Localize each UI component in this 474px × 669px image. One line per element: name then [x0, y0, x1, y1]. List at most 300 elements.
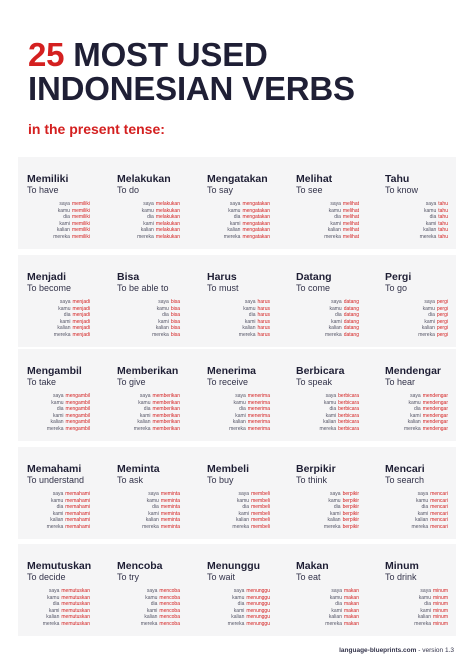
conjugation-row — [200, 491, 270, 498]
conjugation-row — [110, 319, 180, 326]
pronoun: saya — [244, 299, 256, 305]
conjugation-row — [378, 588, 448, 595]
verb-form: memahami — [65, 523, 90, 530]
conjugation-row — [378, 208, 448, 215]
pronoun: kamu — [228, 207, 241, 214]
conjugation-row — [289, 498, 359, 505]
pronoun: dia — [143, 406, 151, 413]
verb-form: berpikir — [342, 510, 359, 517]
verb-name: Pergi — [385, 271, 412, 283]
pronoun: mereka — [229, 425, 246, 432]
conjugation-row — [378, 595, 448, 602]
conjugation-row — [20, 419, 90, 426]
pronoun: kalian — [328, 614, 342, 621]
conjugation-row — [110, 299, 180, 306]
pronoun: dia — [233, 214, 241, 221]
verb-row-2 — [18, 255, 456, 347]
verb-form: tahu — [438, 233, 448, 240]
pronoun: mereka — [324, 233, 341, 240]
pronoun: kami — [331, 318, 342, 325]
verb-name: Mengatakan — [207, 173, 268, 185]
conjugation-list — [378, 201, 448, 241]
verb-form: berbicara — [338, 406, 359, 413]
conjugation-row — [200, 406, 270, 413]
verb-form: harus — [257, 299, 270, 305]
verb-name: Minum — [385, 560, 419, 572]
conjugation-row — [200, 511, 270, 518]
pronoun: kalian — [423, 227, 437, 234]
verb-form: mengatakan — [242, 220, 270, 227]
verb-name: Memutuskan — [27, 560, 92, 572]
verb-name: Mengambil — [27, 365, 82, 377]
pronoun: kalian — [137, 419, 151, 426]
verb-form: mencoba — [159, 588, 180, 594]
conjugation-row — [378, 227, 448, 234]
pronoun: kami — [233, 607, 245, 614]
conjugation-row — [20, 511, 90, 518]
pronoun: kamu — [145, 594, 158, 601]
conjugation-list — [110, 491, 180, 531]
conjugation-row — [20, 325, 90, 332]
verb-meaning: To drink — [385, 572, 417, 582]
conjugation-list — [378, 393, 448, 433]
verb-form: bisa — [170, 312, 180, 319]
conjugation-row — [20, 588, 90, 595]
verb-form: memiliki — [71, 227, 90, 234]
verb-name: Menjadi — [27, 271, 67, 283]
conjugation-row — [200, 419, 270, 426]
conjugation-row — [378, 393, 448, 400]
verb-form: memutuskan — [61, 594, 90, 601]
verb-form: memiliki — [71, 214, 90, 221]
pronoun: kalian — [421, 325, 435, 332]
pronoun: mereka — [46, 523, 64, 530]
verb-name: Datang — [296, 271, 332, 283]
pronoun: kami — [146, 607, 158, 614]
verb-form: membeli — [251, 510, 270, 517]
pronoun: mereka — [53, 233, 70, 240]
verb-form: memutuskan — [61, 614, 90, 621]
verb-form: bisa — [170, 305, 180, 312]
pronoun: dia — [237, 601, 245, 608]
pronoun: mereka — [319, 425, 337, 432]
pronoun: dia — [334, 214, 341, 221]
verb-form: mengatakan — [242, 227, 270, 234]
pronoun: dia — [150, 601, 158, 608]
pronoun: dia — [333, 504, 341, 511]
conjugation-row — [378, 517, 448, 524]
pronoun: mereka — [418, 331, 435, 338]
verb-meaning: To try — [117, 572, 140, 582]
verb-meaning: To wait — [207, 572, 236, 582]
pronoun: mereka — [42, 620, 60, 627]
pronoun: mereka — [325, 331, 342, 338]
verb-form: bisa — [170, 299, 180, 305]
conjugation-row — [110, 588, 180, 595]
verb-form: makan — [343, 607, 359, 614]
pronoun: mereka — [238, 331, 256, 338]
conjugation-row — [200, 601, 270, 608]
conjugation-row — [20, 517, 90, 524]
conjugation-row — [289, 234, 359, 241]
conjugation-row — [110, 221, 180, 228]
verb-form: menjadi — [72, 318, 90, 325]
conjugation-row — [110, 491, 180, 498]
verb-meaning: To search — [385, 475, 425, 485]
verb-meaning: To think — [296, 475, 328, 485]
conjugation-row — [20, 504, 90, 511]
verb-form: memutuskan — [61, 588, 90, 594]
verb-form: memberikan — [152, 419, 180, 426]
conjugation-row — [20, 621, 90, 628]
verb-form: mengambil — [65, 393, 90, 399]
conjugation-row — [378, 406, 448, 413]
verb-meaning: To understand — [27, 475, 85, 485]
conjugation-row — [378, 524, 448, 531]
conjugation-row — [200, 201, 270, 208]
verb-row-3 — [18, 349, 456, 441]
pronoun: saya — [52, 393, 64, 399]
verb-card — [198, 447, 284, 539]
pronoun: mereka — [46, 425, 64, 432]
conjugation-list — [20, 299, 90, 339]
conjugation-row — [20, 608, 90, 615]
verb-form: memutuskan — [61, 601, 90, 608]
conjugation-row — [110, 621, 180, 628]
verb-name: Melihat — [296, 173, 333, 185]
pronoun: dia — [63, 312, 71, 319]
verb-row-4 — [18, 447, 456, 539]
verb-form: mencoba — [159, 601, 180, 608]
verb-form: menerima — [247, 399, 270, 406]
verb-form: mengambil — [65, 419, 90, 426]
verb-form: mendengar — [422, 419, 448, 426]
pronoun: kamu — [51, 399, 64, 406]
verb-meaning: To eat — [296, 572, 321, 582]
pronoun: saya — [52, 491, 64, 497]
pronoun: kami — [424, 318, 435, 325]
verb-name: Meminta — [117, 463, 160, 475]
conjugation-row — [20, 332, 90, 339]
page-title-line2: INDONESIAN VERBS — [28, 70, 355, 107]
verb-form: mencoba — [159, 607, 180, 614]
title-text: MOST USED — [73, 36, 268, 73]
verb-form: memberikan — [152, 412, 180, 419]
verb-form: membeli — [251, 491, 270, 497]
pronoun: dia — [147, 214, 154, 221]
conjugation-row — [289, 614, 359, 621]
pronoun: mereka — [140, 620, 158, 627]
conjugation-row — [200, 588, 270, 595]
verb-form: harus — [257, 305, 270, 312]
verb-form: melakukan — [155, 220, 180, 227]
pronoun: kamu — [51, 497, 64, 504]
verb-form: meminta — [160, 491, 180, 497]
pronoun: saya — [325, 393, 337, 399]
pronoun: kalian — [155, 325, 169, 332]
pronoun: dia — [429, 214, 437, 221]
conjugation-row — [20, 491, 90, 498]
conjugation-row — [110, 608, 180, 615]
conjugation-list — [378, 491, 448, 531]
pronoun: mereka — [323, 523, 341, 530]
verb-form: memberikan — [152, 425, 180, 432]
conjugation-row — [20, 406, 90, 413]
pronoun: kami — [425, 220, 437, 227]
pronoun: kalian — [50, 419, 64, 426]
verb-form: makan — [343, 601, 359, 608]
conjugation-row — [289, 325, 359, 332]
verb-form: memutuskan — [61, 607, 90, 614]
verb-name: Memiliki — [27, 173, 69, 185]
conjugation-row — [200, 227, 270, 234]
verb-form: menerima — [247, 412, 270, 419]
pronoun: kalian — [57, 325, 71, 332]
conjugation-list — [110, 201, 180, 241]
conjugation-row — [289, 406, 359, 413]
pronoun: saya — [410, 393, 421, 399]
conjugation-row — [20, 400, 90, 407]
conjugation-list — [200, 588, 270, 628]
conjugation-row — [110, 201, 180, 208]
conjugation-list — [378, 299, 448, 339]
conjugation-row — [20, 214, 90, 221]
conjugation-row — [200, 393, 270, 400]
verb-form: melakukan — [155, 207, 180, 214]
pronoun: dia — [248, 312, 256, 319]
conjugation-row — [20, 426, 90, 433]
conjugation-row — [289, 517, 359, 524]
verb-form: harus — [257, 331, 270, 338]
pronoun: dia — [52, 601, 60, 608]
verb-meaning: To receive — [207, 377, 249, 387]
verb-form: berbicara — [338, 393, 359, 399]
verb-form: mencari — [430, 523, 448, 530]
pronoun: kamu — [236, 497, 250, 504]
verb-form: menerima — [247, 425, 270, 432]
verb-form: meminta — [160, 497, 180, 504]
pronoun: kami — [148, 510, 159, 517]
verb-form: berpikir — [342, 523, 359, 530]
verb-form: menunggu — [246, 614, 270, 621]
conjugation-row — [110, 517, 180, 524]
verb-form: berpikir — [342, 497, 359, 504]
conjugation-row — [289, 588, 359, 595]
conjugation-row — [289, 419, 359, 426]
page-subtitle: in the present tense: — [28, 121, 165, 137]
pronoun: kalian — [140, 227, 154, 234]
verb-form: berbicara — [338, 412, 359, 419]
verb-name: Bisa — [117, 271, 140, 283]
footer — [339, 647, 454, 654]
verb-form: memiliki — [71, 220, 90, 227]
verb-form: berpikir — [342, 517, 359, 524]
conjugation-row — [110, 524, 180, 531]
conjugation-row — [200, 400, 270, 407]
verb-form: menjadi — [72, 305, 90, 312]
conjugation-row — [289, 608, 359, 615]
pronoun: kalian — [323, 419, 337, 426]
conjugation-row — [378, 201, 448, 208]
conjugation-row — [110, 426, 180, 433]
verb-form: meminta — [160, 504, 180, 511]
verb-form: mendengar — [422, 425, 448, 432]
verb-form: melakukan — [155, 227, 180, 234]
pronoun: saya — [229, 201, 241, 207]
conjugation-row — [20, 221, 90, 228]
pronoun: mereka — [223, 233, 241, 240]
verb-form: memiliki — [71, 201, 90, 207]
verb-card — [376, 157, 462, 249]
verb-name: Harus — [207, 271, 237, 283]
pronoun: kamu — [415, 497, 429, 504]
pronoun: kamu — [328, 207, 341, 214]
pronoun: kalian — [46, 614, 60, 621]
conjugation-row — [378, 511, 448, 518]
pronoun: saya — [139, 393, 151, 399]
conjugation-row — [378, 400, 448, 407]
verb-name: Makan — [296, 560, 329, 572]
pronoun: kamu — [58, 305, 71, 312]
conjugation-list — [110, 588, 180, 628]
pronoun: kamu — [156, 305, 169, 312]
pronoun: kami — [59, 220, 70, 227]
conjugation-list — [289, 393, 359, 433]
verb-form: datang — [343, 312, 359, 319]
verb-form: mengambil — [65, 412, 90, 419]
verb-card — [18, 255, 104, 347]
verb-card — [287, 157, 373, 249]
verb-form: bisa — [170, 331, 180, 338]
pronoun: kamu — [47, 594, 60, 601]
pronoun: saya — [330, 491, 341, 497]
verb-form: memiliki — [71, 207, 90, 214]
pronoun: kami — [330, 510, 341, 517]
pronoun: kalian — [231, 614, 245, 621]
pronoun: kami — [238, 510, 250, 517]
verb-card — [108, 349, 194, 441]
conjugation-row — [378, 608, 448, 615]
conjugation-row — [378, 332, 448, 339]
pronoun: kamu — [141, 207, 154, 214]
conjugation-list — [200, 201, 270, 241]
conjugation-row — [378, 325, 448, 332]
conjugation-row — [20, 601, 90, 608]
conjugation-row — [200, 332, 270, 339]
verb-form: pergi — [436, 299, 448, 305]
verb-card — [198, 349, 284, 441]
verb-form: melakukan — [155, 214, 180, 221]
verb-form: pergi — [436, 305, 448, 312]
pronoun: saya — [48, 588, 60, 594]
verb-form: melihat — [342, 220, 359, 227]
pronoun: kalian — [144, 614, 158, 621]
pronoun: mereka — [142, 523, 159, 530]
conjugation-row — [200, 319, 270, 326]
verb-form: membeli — [251, 504, 270, 511]
pronoun: kamu — [57, 207, 70, 214]
verb-form: mengatakan — [242, 233, 270, 240]
conjugation-row — [289, 332, 359, 339]
verb-form: menunggu — [246, 588, 270, 594]
pronoun: saya — [233, 588, 245, 594]
page-title — [28, 38, 268, 71]
pronoun: kalian — [227, 227, 241, 234]
conjugation-row — [378, 306, 448, 313]
verb-form: melakukan — [155, 201, 180, 207]
pronoun: saya — [331, 299, 342, 305]
pronoun: kami — [139, 412, 151, 419]
conjugation-row — [289, 393, 359, 400]
pronoun: dia — [239, 406, 246, 413]
pronoun: kalian — [415, 517, 429, 524]
pronoun: mereka — [232, 523, 250, 530]
pronoun: kalian — [407, 419, 421, 426]
verb-card — [18, 544, 104, 636]
verb-form: mencari — [430, 504, 448, 511]
pronoun: dia — [414, 406, 421, 413]
conjugation-row — [110, 511, 180, 518]
pronoun: kalian — [327, 517, 341, 524]
verb-row-5 — [18, 544, 456, 636]
verb-form: menjadi — [72, 299, 90, 305]
verb-card — [18, 349, 104, 441]
conjugation-row — [289, 306, 359, 313]
conjugation-row — [289, 504, 359, 511]
conjugation-row — [200, 208, 270, 215]
verb-card — [108, 544, 194, 636]
conjugation-row — [200, 524, 270, 531]
conjugation-row — [200, 221, 270, 228]
conjugation-row — [110, 325, 180, 332]
conjugation-list — [20, 491, 90, 531]
pronoun: mereka — [133, 425, 151, 432]
verb-form: menunggu — [246, 594, 270, 601]
conjugation-row — [289, 621, 359, 628]
verb-form: memahami — [65, 497, 90, 504]
pronoun: kami — [325, 412, 337, 419]
pronoun: kamu — [418, 594, 431, 601]
conjugation-row — [289, 214, 359, 221]
pronoun: kalian — [56, 227, 70, 234]
pronoun: kalian — [145, 517, 159, 524]
conjugation-row — [20, 413, 90, 420]
verb-form: menunggu — [246, 607, 270, 614]
verb-form: tahu — [438, 220, 448, 227]
verb-form: meminta — [160, 510, 180, 517]
verb-form: berbicara — [338, 399, 359, 406]
conjugation-list — [289, 491, 359, 531]
verb-meaning: To speak — [296, 377, 333, 387]
conjugation-row — [289, 312, 359, 319]
verb-card — [18, 157, 104, 249]
conjugation-row — [110, 234, 180, 241]
conjugation-row — [200, 614, 270, 621]
verb-name: Membeli — [207, 463, 250, 475]
conjugation-row — [200, 214, 270, 221]
verb-form: pergi — [436, 318, 448, 325]
conjugation-row — [378, 504, 448, 511]
verb-meaning: To become — [27, 283, 72, 293]
pronoun: dia — [424, 601, 431, 608]
conjugation-row — [110, 393, 180, 400]
verb-form: minum — [432, 588, 448, 594]
verb-form: bisa — [170, 325, 180, 332]
conjugation-row — [20, 208, 90, 215]
verb-form: makan — [343, 620, 359, 627]
verb-form: melihat — [342, 207, 359, 214]
conjugation-row — [289, 221, 359, 228]
